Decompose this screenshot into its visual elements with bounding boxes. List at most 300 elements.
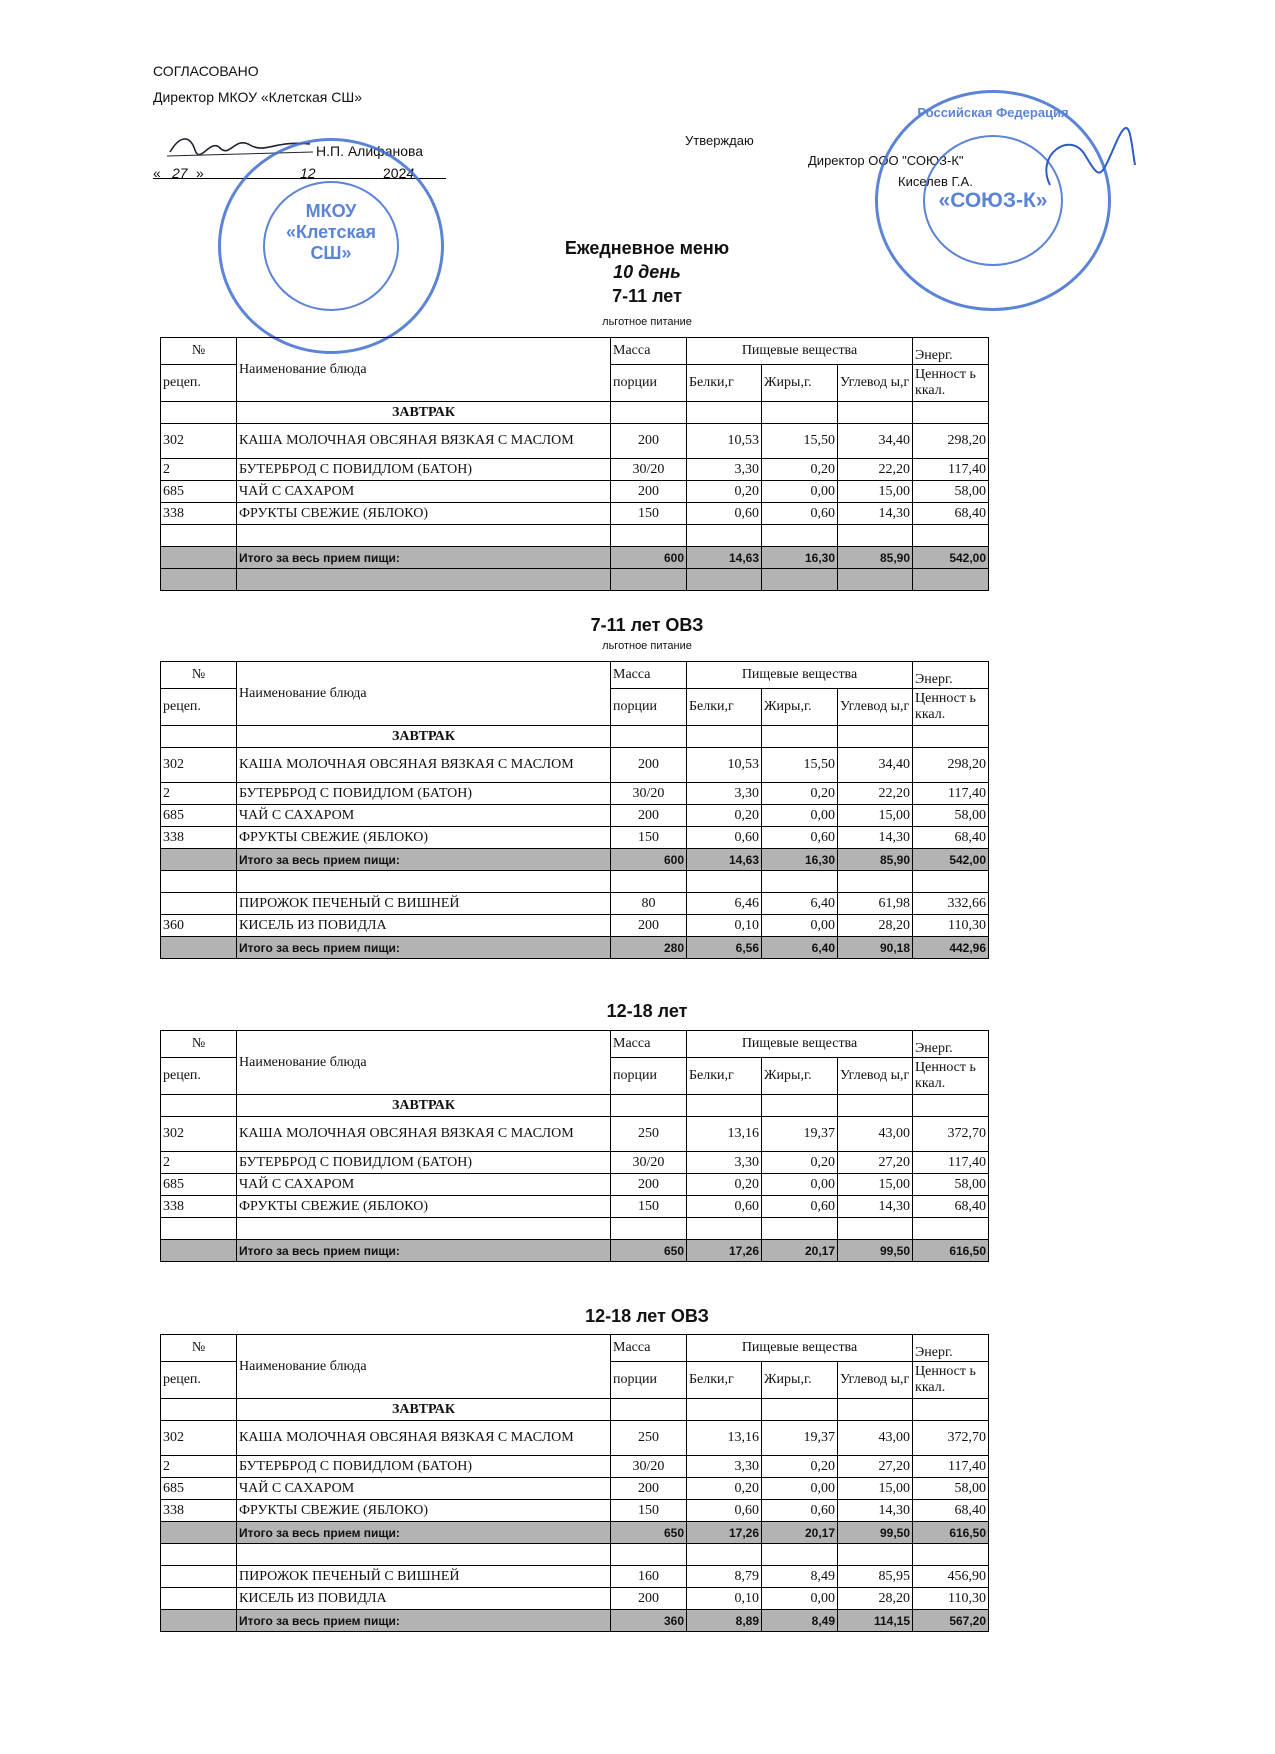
recipe-number: 685	[161, 1174, 237, 1196]
empty-cell	[913, 1399, 989, 1421]
empty-row	[161, 1544, 989, 1566]
recipe-number: 302	[161, 748, 237, 783]
total-energy: 567,20	[913, 1610, 989, 1632]
school-director-title: Директор МКОУ «Клетская СШ»	[153, 89, 363, 105]
col-carbs: Углевод ы,г	[838, 365, 913, 402]
col-carbs: Углевод ы,г	[838, 1362, 913, 1399]
dish-name: КАША МОЛОЧНАЯ ОВСЯНАЯ ВЯЗКАЯ С МАСЛОМ	[237, 1117, 611, 1152]
total-blank	[161, 937, 237, 959]
col-fat: Жиры,г.	[762, 1362, 838, 1399]
empty-cell	[687, 1399, 762, 1421]
empty-cell	[611, 871, 687, 893]
empty-cell	[838, 1399, 913, 1421]
dish-name: ЧАЙ С САХАРОМ	[237, 1478, 611, 1500]
empty-cell	[611, 1218, 687, 1240]
dish-name: ФРУКТЫ СВЕЖИЕ (ЯБЛОКО)	[237, 1196, 611, 1218]
total-fat: 20,17	[762, 1522, 838, 1544]
empty-cell	[611, 402, 687, 424]
protein-value: 0,10	[687, 915, 762, 937]
energy-value: 58,00	[913, 481, 989, 503]
recipe-number	[161, 1588, 237, 1610]
protein-value: 8,79	[687, 1566, 762, 1588]
col-energy-top: Энерг.	[913, 1335, 989, 1362]
company-director-title: Директор ООО "СОЮЗ-К"	[808, 153, 964, 168]
carbs-value: 14,30	[838, 1196, 913, 1218]
fat-value: 0,20	[762, 459, 838, 481]
total-label: Итого за весь прием пищи:	[237, 937, 611, 959]
energy-value: 298,20	[913, 748, 989, 783]
col-nutrients: Пищевые вещества	[687, 1031, 913, 1058]
section-1-note: льготное питание	[602, 316, 692, 328]
total-row	[161, 1240, 989, 1262]
meal-name: ЗАВТРАК	[237, 402, 611, 424]
dish-name: ФРУКТЫ СВЕЖИЕ (ЯБЛОКО)	[237, 827, 611, 849]
empty-cell	[237, 569, 611, 591]
recipe-number	[161, 1566, 237, 1588]
total-energy: 542,00	[913, 547, 989, 569]
total-fat: 20,17	[762, 1240, 838, 1262]
empty-cell	[762, 1218, 838, 1240]
empty-cell	[913, 871, 989, 893]
menu-row	[161, 1588, 989, 1610]
carbs-value: 15,00	[838, 805, 913, 827]
total-energy: 616,50	[913, 1522, 989, 1544]
carbs-value: 15,00	[838, 1174, 913, 1196]
energy-value: 110,30	[913, 915, 989, 937]
total-blank	[161, 547, 237, 569]
section-3-heading: 12-18 лет	[606, 1001, 688, 1021]
protein-value: 0,20	[687, 481, 762, 503]
protein-value: 0,20	[687, 1478, 762, 1500]
recipe-number: 360	[161, 915, 237, 937]
menu-row	[161, 1456, 989, 1478]
menu-table-12-18-ovz	[160, 1334, 989, 1632]
menu-row	[161, 827, 989, 849]
energy-value: 332,66	[913, 893, 989, 915]
total-row	[161, 849, 989, 871]
col-number-bottom: рецеп.	[161, 1058, 237, 1095]
dish-name: ФРУКТЫ СВЕЖИЕ (ЯБЛОКО)	[237, 503, 611, 525]
empty-cell	[687, 402, 762, 424]
col-energy-bottom: Ценност ь ккал.	[913, 1058, 989, 1095]
menu-day: 10 день	[613, 262, 681, 282]
total-mass: 280	[611, 937, 687, 959]
col-dish-name: Наименование блюда	[237, 1031, 611, 1095]
dish-name: БУТЕРБРОД С ПОВИДЛОМ (БАТОН)	[237, 1152, 611, 1174]
col-protein: Белки,г	[687, 365, 762, 402]
portion-mass: 200	[611, 1588, 687, 1610]
empty-cell	[838, 871, 913, 893]
col-energy-top: Энерг.	[913, 662, 989, 689]
fat-value: 19,37	[762, 1117, 838, 1152]
empty-cell	[161, 1095, 237, 1117]
meal-row	[161, 1095, 989, 1117]
energy-value: 110,30	[913, 1588, 989, 1610]
total-mass: 600	[611, 547, 687, 569]
carbs-value: 27,20	[838, 1456, 913, 1478]
total-energy: 616,50	[913, 1240, 989, 1262]
portion-mass: 200	[611, 805, 687, 827]
fat-value: 6,40	[762, 893, 838, 915]
portion-mass: 150	[611, 1196, 687, 1218]
total-protein: 17,26	[687, 1522, 762, 1544]
total-carbs: 85,90	[838, 547, 913, 569]
portion-mass: 80	[611, 893, 687, 915]
empty-cell	[237, 1544, 611, 1566]
recipe-number: 2	[161, 783, 237, 805]
protein-value: 0,60	[687, 1196, 762, 1218]
portion-mass: 30/20	[611, 783, 687, 805]
recipe-number: 302	[161, 1421, 237, 1456]
dish-name: КАША МОЛОЧНАЯ ОВСЯНАЯ ВЯЗКАЯ С МАСЛОМ	[237, 424, 611, 459]
total-blank	[161, 849, 237, 871]
col-mass-bottom: порции	[611, 689, 687, 726]
total-energy: 442,96	[913, 937, 989, 959]
school-stamp	[218, 138, 444, 354]
dish-name: БУТЕРБРОД С ПОВИДЛОМ (БАТОН)	[237, 1456, 611, 1478]
col-number-top: №	[161, 1031, 237, 1058]
carbs-value: 22,20	[838, 783, 913, 805]
carbs-value: 14,30	[838, 1500, 913, 1522]
col-mass-bottom: порции	[611, 1058, 687, 1095]
protein-value: 13,16	[687, 1117, 762, 1152]
protein-value: 0,20	[687, 805, 762, 827]
energy-value: 117,40	[913, 783, 989, 805]
carbs-value: 28,20	[838, 1588, 913, 1610]
company-stamp	[875, 90, 1111, 311]
carbs-value: 27,20	[838, 1152, 913, 1174]
col-number-bottom: рецеп.	[161, 365, 237, 402]
total-protein: 14,63	[687, 849, 762, 871]
energy-value: 68,40	[913, 827, 989, 849]
energy-value: 298,20	[913, 424, 989, 459]
school-stamp-text	[221, 201, 441, 264]
energy-value: 372,70	[913, 1421, 989, 1456]
fat-value: 0,00	[762, 915, 838, 937]
menu-row	[161, 1152, 989, 1174]
recipe-number: 338	[161, 503, 237, 525]
empty-cell	[838, 569, 913, 591]
empty-cell	[161, 1218, 237, 1240]
fat-value: 0,00	[762, 481, 838, 503]
total-label: Итого за весь прием пищи:	[237, 849, 611, 871]
energy-value: 58,00	[913, 805, 989, 827]
col-energy-bottom: Ценност ь ккал.	[913, 365, 989, 402]
carbs-value: 34,40	[838, 424, 913, 459]
total-label: Итого за весь прием пищи:	[237, 1240, 611, 1262]
menu-row	[161, 503, 989, 525]
col-dish-name: Наименование блюда	[237, 662, 611, 726]
empty-cell	[611, 525, 687, 547]
menu-row	[161, 1421, 989, 1456]
protein-value: 3,30	[687, 1152, 762, 1174]
col-mass-top: Масса	[611, 1031, 687, 1058]
col-number-bottom: рецеп.	[161, 1362, 237, 1399]
header-row-top	[161, 338, 989, 365]
energy-value: 68,40	[913, 1196, 989, 1218]
empty-cell	[161, 569, 237, 591]
empty-cell	[687, 1218, 762, 1240]
meal-row	[161, 726, 989, 748]
empty-cell	[611, 1399, 687, 1421]
company-signer-name: Киселев Г.А.	[898, 174, 973, 189]
meal-name: ЗАВТРАК	[237, 726, 611, 748]
company-director-signature	[1030, 125, 1140, 195]
recipe-number: 338	[161, 827, 237, 849]
fat-value: 0,60	[762, 827, 838, 849]
empty-cell	[687, 726, 762, 748]
carbs-value: 15,00	[838, 481, 913, 503]
recipe-number: 2	[161, 1152, 237, 1174]
date-close-quote: »	[196, 165, 204, 181]
col-energy-bottom: Ценност ь ккал.	[913, 1362, 989, 1399]
col-fat: Жиры,г.	[762, 365, 838, 402]
empty-cell	[838, 402, 913, 424]
dish-name: ПИРОЖОК ПЕЧЕНЫЙ С ВИШНЕЙ	[237, 1566, 611, 1588]
empty-row	[161, 569, 989, 591]
empty-cell	[237, 871, 611, 893]
total-carbs: 114,15	[838, 1610, 913, 1632]
total-label: Итого за весь прием пищи:	[237, 1522, 611, 1544]
dish-name: БУТЕРБРОД С ПОВИДЛОМ (БАТОН)	[237, 459, 611, 481]
recipe-number: 338	[161, 1196, 237, 1218]
portion-mass: 200	[611, 481, 687, 503]
portion-mass: 30/20	[611, 1152, 687, 1174]
total-fat: 16,30	[762, 849, 838, 871]
carbs-value: 22,20	[838, 459, 913, 481]
menu-row	[161, 893, 989, 915]
dish-name: ЧАЙ С САХАРОМ	[237, 481, 611, 503]
energy-value: 456,90	[913, 1566, 989, 1588]
col-carbs: Углевод ы,г	[838, 689, 913, 726]
empty-cell	[762, 569, 838, 591]
dish-name: ФРУКТЫ СВЕЖИЕ (ЯБЛОКО)	[237, 1500, 611, 1522]
empty-row	[161, 871, 989, 893]
section-2-note: льготное питание	[602, 640, 692, 652]
portion-mass: 200	[611, 424, 687, 459]
meal-name: ЗАВТРАК	[237, 1095, 611, 1117]
empty-cell	[687, 569, 762, 591]
total-fat: 8,49	[762, 1610, 838, 1632]
total-row	[161, 1610, 989, 1632]
menu-row	[161, 805, 989, 827]
empty-cell	[838, 1218, 913, 1240]
carbs-value: 34,40	[838, 748, 913, 783]
fat-value: 0,00	[762, 1588, 838, 1610]
col-dish-name: Наименование блюда	[237, 338, 611, 402]
col-nutrients: Пищевые вещества	[687, 338, 913, 365]
recipe-number: 2	[161, 459, 237, 481]
empty-cell	[611, 1095, 687, 1117]
menu-row	[161, 1174, 989, 1196]
col-nutrients: Пищевые вещества	[687, 1335, 913, 1362]
col-energy-bottom: Ценност ь ккал.	[913, 689, 989, 726]
recipe-number: 2	[161, 1456, 237, 1478]
energy-value: 58,00	[913, 1478, 989, 1500]
empty-cell	[913, 726, 989, 748]
menu-row	[161, 481, 989, 503]
dish-name: ПИРОЖОК ПЕЧЕНЫЙ С ВИШНЕЙ	[237, 893, 611, 915]
total-carbs: 85,90	[838, 849, 913, 871]
company-stamp-ring: Российская Федерация	[917, 105, 1069, 120]
empty-cell	[913, 1218, 989, 1240]
total-fat: 16,30	[762, 547, 838, 569]
carbs-value: 14,30	[838, 827, 913, 849]
portion-mass: 200	[611, 1478, 687, 1500]
menu-table-7-11	[160, 337, 989, 591]
empty-cell	[838, 726, 913, 748]
dish-name: КАША МОЛОЧНАЯ ОВСЯНАЯ ВЯЗКАЯ С МАСЛОМ	[237, 1421, 611, 1456]
total-carbs: 99,50	[838, 1522, 913, 1544]
portion-mass: 250	[611, 1117, 687, 1152]
portion-mass: 250	[611, 1421, 687, 1456]
portion-mass: 150	[611, 1500, 687, 1522]
col-energy-top: Энерг.	[913, 1031, 989, 1058]
empty-cell	[161, 525, 237, 547]
menu-row	[161, 1500, 989, 1522]
empty-row	[161, 525, 989, 547]
energy-value: 58,00	[913, 1174, 989, 1196]
menu-table-7-11-ovz	[160, 661, 989, 959]
protein-value: 3,30	[687, 1456, 762, 1478]
menu-row	[161, 459, 989, 481]
col-carbs: Углевод ы,г	[838, 1058, 913, 1095]
fat-value: 0,20	[762, 1152, 838, 1174]
col-energy-top: Энерг.	[913, 338, 989, 365]
total-carbs: 99,50	[838, 1240, 913, 1262]
empty-cell	[762, 726, 838, 748]
fat-value: 8,49	[762, 1566, 838, 1588]
portion-mass: 30/20	[611, 1456, 687, 1478]
protein-value: 6,46	[687, 893, 762, 915]
menu-row	[161, 748, 989, 783]
carbs-value: 61,98	[838, 893, 913, 915]
col-number-bottom: рецеп.	[161, 689, 237, 726]
total-protein: 17,26	[687, 1240, 762, 1262]
menu-table-12-18	[160, 1030, 989, 1262]
protein-value: 0,60	[687, 827, 762, 849]
col-protein: Белки,г	[687, 1362, 762, 1399]
approve-label: Утверждаю	[685, 133, 754, 148]
menu-row	[161, 783, 989, 805]
total-row	[161, 547, 989, 569]
col-number-top: №	[161, 338, 237, 365]
empty-cell	[913, 1544, 989, 1566]
col-protein: Белки,г	[687, 689, 762, 726]
age-group-7-11: 7-11 лет	[612, 286, 682, 306]
section-4-heading: 12-18 лет ОВЗ	[585, 1306, 709, 1326]
total-mass: 650	[611, 1522, 687, 1544]
protein-value: 3,30	[687, 783, 762, 805]
portion-mass: 30/20	[611, 459, 687, 481]
fat-value: 0,20	[762, 1456, 838, 1478]
portion-mass: 150	[611, 827, 687, 849]
empty-cell	[161, 726, 237, 748]
empty-cell	[762, 1095, 838, 1117]
school-stamp-line2: «Клетская	[285, 222, 377, 242]
col-mass-top: Масса	[611, 1335, 687, 1362]
empty-cell	[913, 402, 989, 424]
menu-row	[161, 1566, 989, 1588]
header-row-top	[161, 1031, 989, 1058]
protein-value: 0,60	[687, 1500, 762, 1522]
school-signer-name: Н.П. Алифанова	[316, 143, 424, 159]
dish-name: КАША МОЛОЧНАЯ ОВСЯНАЯ ВЯЗКАЯ С МАСЛОМ	[237, 748, 611, 783]
empty-cell	[762, 525, 838, 547]
empty-cell	[687, 1544, 762, 1566]
empty-cell	[913, 1095, 989, 1117]
total-mass: 360	[611, 1610, 687, 1632]
header-row-top	[161, 1335, 989, 1362]
col-mass-bottom: порции	[611, 365, 687, 402]
empty-cell	[762, 1399, 838, 1421]
total-carbs: 90,18	[838, 937, 913, 959]
date-year-prefix: 202	[383, 165, 407, 181]
protein-value: 0,60	[687, 503, 762, 525]
total-label: Итого за весь прием пищи:	[237, 547, 611, 569]
fat-value: 0,60	[762, 1500, 838, 1522]
total-protein: 14,63	[687, 547, 762, 569]
empty-cell	[762, 871, 838, 893]
protein-value: 0,10	[687, 1588, 762, 1610]
protein-value: 10,53	[687, 424, 762, 459]
fat-value: 0,00	[762, 1174, 838, 1196]
dish-name: ЧАЙ С САХАРОМ	[237, 1174, 611, 1196]
empty-row	[161, 1218, 989, 1240]
fat-value: 15,50	[762, 748, 838, 783]
protein-value: 10,53	[687, 748, 762, 783]
recipe-number: 685	[161, 1478, 237, 1500]
menu-title: Ежедневное меню	[564, 238, 730, 258]
empty-cell	[838, 1095, 913, 1117]
empty-cell	[687, 871, 762, 893]
recipe-number: 302	[161, 1117, 237, 1152]
col-nutrients: Пищевые вещества	[687, 662, 913, 689]
total-label: Итого за весь прием пищи:	[237, 1610, 611, 1632]
dish-name: КИСЕЛЬ ИЗ ПОВИДЛА	[237, 1588, 611, 1610]
carbs-value: 43,00	[838, 1117, 913, 1152]
menu-row	[161, 1196, 989, 1218]
protein-value: 13,16	[687, 1421, 762, 1456]
col-fat: Жиры,г.	[762, 689, 838, 726]
energy-value: 117,40	[913, 1152, 989, 1174]
date-open-quote: «	[153, 165, 161, 181]
fat-value: 0,60	[762, 1196, 838, 1218]
energy-value: 372,70	[913, 1117, 989, 1152]
section-2-heading: 7-11 лет ОВЗ	[590, 615, 704, 635]
portion-mass: 200	[611, 915, 687, 937]
col-number-top: №	[161, 1335, 237, 1362]
menu-row	[161, 1478, 989, 1500]
menu-row	[161, 915, 989, 937]
empty-cell	[161, 871, 237, 893]
header-row-top	[161, 662, 989, 689]
empty-cell	[611, 726, 687, 748]
total-protein: 6,56	[687, 937, 762, 959]
empty-cell	[913, 569, 989, 591]
recipe-number: 338	[161, 1500, 237, 1522]
carbs-value: 15,00	[838, 1478, 913, 1500]
menu-row	[161, 424, 989, 459]
carbs-value: 14,30	[838, 503, 913, 525]
recipe-number	[161, 893, 237, 915]
total-blank	[161, 1610, 237, 1632]
meal-row	[161, 1399, 989, 1421]
menu-row	[161, 1117, 989, 1152]
empty-cell	[237, 1218, 611, 1240]
empty-cell	[838, 1544, 913, 1566]
total-mass: 600	[611, 849, 687, 871]
